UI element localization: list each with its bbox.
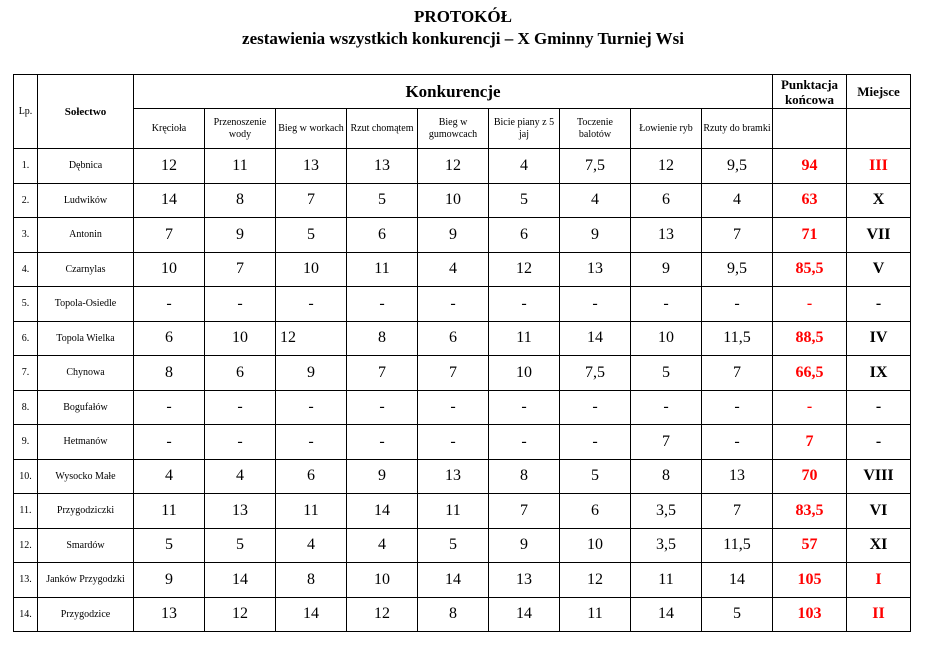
score-cell: 13 (489, 563, 560, 598)
total-score: 85,5 (773, 252, 847, 287)
table-row (14, 597, 911, 632)
place-cell: I (847, 563, 911, 598)
row-number: 4. (14, 252, 38, 287)
row-number: 3. (14, 218, 38, 253)
score-cell: 4 (276, 528, 347, 563)
score-cell: 8 (347, 321, 418, 356)
place-cell: - (847, 390, 911, 425)
score-cell: 10 (205, 321, 276, 356)
competition-header: Rzut chomątem (347, 109, 418, 149)
score-cell: 9,5 (702, 149, 773, 184)
score-cell: 5 (347, 183, 418, 218)
place-cell: V (847, 252, 911, 287)
place-cell: III (847, 149, 911, 184)
solectwo-name: Chynowa (38, 356, 134, 391)
score-cell: 9 (276, 356, 347, 391)
row-number: 11. (14, 494, 38, 529)
score-cell: 14 (560, 321, 631, 356)
score-cell: 13 (418, 459, 489, 494)
table-row (14, 356, 911, 391)
score-cell: 14 (276, 597, 347, 632)
place-cell: - (847, 287, 911, 322)
row-number: 9. (14, 425, 38, 460)
score-cell: 6 (418, 321, 489, 356)
row-number: 1. (14, 149, 38, 184)
table-row (14, 287, 911, 322)
competition-header: Kręcioła (134, 109, 205, 149)
score-cell: - (702, 425, 773, 460)
competition-header: Bieg w gumowcach (418, 109, 489, 149)
score-cell: 12 (560, 563, 631, 598)
score-cell: 7 (205, 252, 276, 287)
score-cell: - (489, 390, 560, 425)
score-cell: 12 (205, 597, 276, 632)
score-cell: 4 (489, 149, 560, 184)
place-cell: IX (847, 356, 911, 391)
score-cell: 10 (276, 252, 347, 287)
score-cell: 11,5 (702, 321, 773, 356)
competition-header: Bicie piany z 5 jaj (489, 109, 560, 149)
score-cell: - (347, 390, 418, 425)
table-row (14, 252, 911, 287)
score-cell: 9 (560, 218, 631, 253)
score-cell: - (276, 425, 347, 460)
place-cell: X (847, 183, 911, 218)
score-cell: 12 (134, 149, 205, 184)
score-cell: 13 (205, 494, 276, 529)
place-cell: II (847, 597, 911, 632)
score-cell: 7 (276, 183, 347, 218)
table-row (14, 390, 911, 425)
lp-header: Lp. (14, 75, 38, 149)
score-cell: 5 (205, 528, 276, 563)
score-cell: 6 (347, 218, 418, 253)
row-number: 10. (14, 459, 38, 494)
score-cell: - (347, 425, 418, 460)
score-cell: 13 (276, 149, 347, 184)
score-cell: 4 (205, 459, 276, 494)
row-number: 7. (14, 356, 38, 391)
place-cell: - (847, 425, 911, 460)
punktacja-subheader-empty (773, 109, 847, 149)
total-score: 103 (773, 597, 847, 632)
score-cell: 7,5 (560, 149, 631, 184)
solectwo-name: Janków Przygodzki (38, 563, 134, 598)
score-cell: - (560, 425, 631, 460)
total-score: 57 (773, 528, 847, 563)
score-cell: 3,5 (631, 494, 702, 529)
score-cell: - (560, 287, 631, 322)
score-cell: 6 (489, 218, 560, 253)
score-cell: 13 (134, 597, 205, 632)
score-cell: 11 (489, 321, 560, 356)
score-cell: 9,5 (702, 252, 773, 287)
score-cell: - (702, 287, 773, 322)
total-score: - (773, 287, 847, 322)
score-cell: 8 (134, 356, 205, 391)
solectwo-name: Topola Wielka (38, 321, 134, 356)
score-cell: - (205, 287, 276, 322)
document-subtitle: zestawienia wszystkich konkurencji – X Gminny Turniej Wsi (242, 29, 684, 48)
score-cell: 11 (631, 563, 702, 598)
score-cell: 5 (702, 597, 773, 632)
table-row (14, 425, 911, 460)
score-cell: 10 (560, 528, 631, 563)
score-cell: 12 (347, 597, 418, 632)
solectwo-name: Przygodzice (38, 597, 134, 632)
score-cell: 11,5 (702, 528, 773, 563)
score-cell: - (134, 287, 205, 322)
score-cell: - (418, 425, 489, 460)
score-cell: - (489, 287, 560, 322)
score-cell: 12 (276, 321, 347, 356)
solectwo-name: Antonin (38, 218, 134, 253)
row-number: 6. (14, 321, 38, 356)
score-cell: 8 (418, 597, 489, 632)
total-score: 70 (773, 459, 847, 494)
row-number: 14. (14, 597, 38, 632)
score-cell: 14 (134, 183, 205, 218)
score-cell: - (489, 425, 560, 460)
score-cell: 7 (702, 218, 773, 253)
row-number: 12. (14, 528, 38, 563)
table-row (14, 459, 911, 494)
competition-header: Łowienie ryb (631, 109, 702, 149)
competition-header: Toczenie balotów (560, 109, 631, 149)
table-row (14, 149, 911, 184)
score-cell: 10 (347, 563, 418, 598)
score-cell: - (205, 390, 276, 425)
score-cell: 7 (631, 425, 702, 460)
score-cell: 5 (560, 459, 631, 494)
score-cell: - (134, 425, 205, 460)
score-cell: 9 (489, 528, 560, 563)
score-cell: 5 (631, 356, 702, 391)
solectwo-name: Wysocko Małe (38, 459, 134, 494)
place-cell: VII (847, 218, 911, 253)
score-cell: 13 (347, 149, 418, 184)
total-score: - (773, 390, 847, 425)
solectwo-name: Hetmanów (38, 425, 134, 460)
score-cell: 12 (631, 149, 702, 184)
score-cell: 14 (347, 494, 418, 529)
score-cell: 4 (702, 183, 773, 218)
score-cell: - (631, 390, 702, 425)
score-cell: 6 (631, 183, 702, 218)
score-cell: 7 (418, 356, 489, 391)
score-cell: 6 (276, 459, 347, 494)
table-row (14, 183, 911, 218)
score-cell: 14 (631, 597, 702, 632)
row-number: 2. (14, 183, 38, 218)
total-score: 71 (773, 218, 847, 253)
score-cell: 10 (631, 321, 702, 356)
solectwo-name: Czarnylas (38, 252, 134, 287)
score-cell: 10 (418, 183, 489, 218)
score-cell: 11 (134, 494, 205, 529)
score-cell: 6 (134, 321, 205, 356)
score-cell: 7 (347, 356, 418, 391)
solectwo-name: Ludwików (38, 183, 134, 218)
score-cell: 7 (134, 218, 205, 253)
score-cell: 3,5 (631, 528, 702, 563)
score-cell: 10 (489, 356, 560, 391)
score-cell: 5 (489, 183, 560, 218)
score-cell: - (134, 390, 205, 425)
score-cell: 6 (205, 356, 276, 391)
table-row (14, 528, 911, 563)
solectwo-name: Smardów (38, 528, 134, 563)
score-cell: - (418, 390, 489, 425)
total-score: 94 (773, 149, 847, 184)
score-cell: 14 (418, 563, 489, 598)
score-cell: 11 (560, 597, 631, 632)
competition-header: Rzuty do bramki (702, 109, 773, 149)
score-cell: - (418, 287, 489, 322)
place-cell: XI (847, 528, 911, 563)
score-cell: 14 (205, 563, 276, 598)
score-cell: 13 (631, 218, 702, 253)
score-cell: 11 (205, 149, 276, 184)
score-cell: 14 (702, 563, 773, 598)
score-cell: 7,5 (560, 356, 631, 391)
solectwo-name: Przygodziczki (38, 494, 134, 529)
table-row (14, 494, 911, 529)
solectwo-name: Dębnica (38, 149, 134, 184)
score-cell: 7 (702, 356, 773, 391)
score-cell: 13 (702, 459, 773, 494)
miejsce-header: Miejsce (847, 75, 911, 109)
score-cell: 8 (205, 183, 276, 218)
solectwo-header: Sołectwo (38, 75, 134, 149)
score-cell: - (702, 390, 773, 425)
score-cell: 10 (134, 252, 205, 287)
score-cell: - (276, 390, 347, 425)
score-cell: 7 (702, 494, 773, 529)
score-cell: 9 (631, 252, 702, 287)
score-cell: 6 (560, 494, 631, 529)
solectwo-name: Bogufałów (38, 390, 134, 425)
miejsce-subheader-empty (847, 109, 911, 149)
total-score: 66,5 (773, 356, 847, 391)
competition-header: Bieg w workach (276, 109, 347, 149)
total-score: 88,5 (773, 321, 847, 356)
score-cell: - (205, 425, 276, 460)
total-score: 7 (773, 425, 847, 460)
score-cell: - (631, 287, 702, 322)
score-cell: 9 (134, 563, 205, 598)
score-cell: 11 (418, 494, 489, 529)
punktacja-header: Punktacja końcowa (773, 75, 847, 109)
results-table (13, 74, 911, 632)
score-cell: 14 (489, 597, 560, 632)
total-score: 83,5 (773, 494, 847, 529)
score-cell: - (347, 287, 418, 322)
row-number: 13. (14, 563, 38, 598)
document-title: PROTOKÓŁ (414, 7, 512, 26)
score-cell: 13 (560, 252, 631, 287)
competition-header: Przenoszenie wody (205, 109, 276, 149)
place-cell: VIII (847, 459, 911, 494)
score-cell: - (560, 390, 631, 425)
table-row (14, 321, 911, 356)
score-cell: 5 (134, 528, 205, 563)
table-row (14, 218, 911, 253)
total-score: 63 (773, 183, 847, 218)
score-cell: 12 (418, 149, 489, 184)
konkurencje-header: Konkurencje (134, 75, 773, 109)
score-cell: 9 (347, 459, 418, 494)
score-cell: 8 (631, 459, 702, 494)
score-cell: 4 (134, 459, 205, 494)
score-cell: 8 (276, 563, 347, 598)
table-row (14, 563, 911, 598)
score-cell: 11 (347, 252, 418, 287)
score-cell: 8 (489, 459, 560, 494)
score-cell: 12 (489, 252, 560, 287)
place-cell: IV (847, 321, 911, 356)
score-cell: 9 (418, 218, 489, 253)
score-cell: 9 (205, 218, 276, 253)
score-cell: - (276, 287, 347, 322)
row-number: 8. (14, 390, 38, 425)
row-number: 5. (14, 287, 38, 322)
score-cell: 11 (276, 494, 347, 529)
score-cell: 4 (560, 183, 631, 218)
score-cell: 7 (489, 494, 560, 529)
place-cell: VI (847, 494, 911, 529)
score-cell: 4 (418, 252, 489, 287)
score-cell: 4 (347, 528, 418, 563)
solectwo-name: Topola-Osiedle (38, 287, 134, 322)
total-score: 105 (773, 563, 847, 598)
score-cell: 5 (418, 528, 489, 563)
score-cell: 5 (276, 218, 347, 253)
